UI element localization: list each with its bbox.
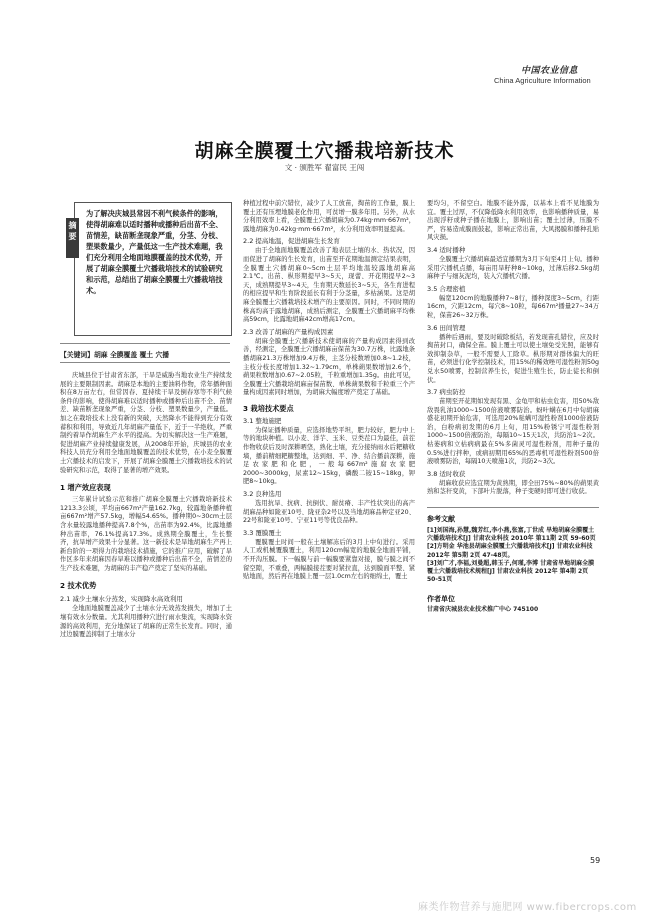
abstract-text: 为了解决庆城县常因不利气候条件的影响，使得胡麻难以适时播种或播种后出苗不全、苗情差，缺苗断垄现象严重，分茎、分枝、塑果数量少，产量低这一生产技术难题，我们充分利用全地面地膜覆盖的技术优势，开展了胡麻全膜覆土穴播栽培技术的试验研究和示范，总结出了胡麻全膜覆土穴播栽培技术。 <box>86 209 223 295</box>
section-3-8-heading: 3.8 适时收获 <box>427 469 466 478</box>
article-title: 胡麻全膜覆土穴播栽培新技术 <box>194 140 455 162</box>
column-1 <box>60 372 232 640</box>
column-3 <box>427 200 599 615</box>
section-3-4-heading: 3.4 适时播种 <box>427 245 466 254</box>
section-3-8-text: 胡麻收获应选宜期为黄熟期，即全田75%~80%的蒴果黄熟和茎秆变黄，下部叶片脱落，种子变硬时即可进行收获。 <box>427 479 599 496</box>
section-3-heading: 3 栽培技术要点 <box>243 403 294 413</box>
references-divider <box>427 507 599 508</box>
reference-item: [1]刘国海,孙慧,魏芳红,李小燕,张富,丁世成 旱地胡麻全膜覆土穴播栽培技术[J] 甘肃农业科技 2010年 第11期 2页 59-60页 <box>427 527 596 543</box>
section-3-4-text: 全膜覆土穴播胡麻最适宜播期为3月下旬至4月上旬。播种采用穴播机点播，每亩用旱籽种8~10kg，过薄后移2.5kg胡麻种子与细灰泥均，装入穴播机穴播。 <box>427 255 599 281</box>
section-3-1-heading: 3.1 整地施肥 <box>243 416 282 425</box>
column-2 <box>243 200 415 582</box>
section-1-text: 三年累计试验示范和推广胡麻全膜覆土穴播栽培新技术1213.3公顷，平均亩667m²产量162.7kg，较露地条播种植亩667m²增产57.5kg，增幅54.65%。播种期0~30cm土层含水量较露地播种提高7.8个%，出苗率为92.4%，比露地播种出苗率，76.1%提高17.3%。成熟期全膜覆土，生长整齐，抗旱增产效果十分显著。这一新技术是旱地胡麻生产再上新台阶的一项得力的栽培技术措施，它的推广应用，破解了旱作区多年来胡麻因春旱难以播种或播种后出苗不全，苗情差的生产技术难题，为胡麻的丰产稳产奠定了坚实的基础。 <box>60 496 232 572</box>
page-number: 59 <box>590 856 601 865</box>
journal-name-en: China Agriculture Information <box>494 76 591 85</box>
abstract-label-text: 摘要 <box>68 221 77 241</box>
section-3-5-text: 幅宽120cm的地膜播种7~8行，播种深度3~5cm，行距16cm，穴距12cm，每穴8~10粒，每667m²播量27~34万粒，保苗26~32万株。 <box>427 294 599 319</box>
section-3-2-text: 选用抗旱、抗病、抗倒伏、耐贫瘠、丰产性状突出的高产胡麻品种如陇亚10号、陇亚杂2号以及当地胡麻品种定亚20、22号和陇亚10号、宁亚11号等优良品种。 <box>243 500 415 525</box>
keywords-divider <box>60 343 230 344</box>
section-3-7-heading: 3.7 病虫防控 <box>427 388 466 397</box>
section-3-7-text: 苗期至开花期如发现有黑、金龟甲和枯虫危害，用50%敌敌畏乳油1000~1500倍液喷雾防治。蚜叶螨在6月中旬胡麻盛花初期开始危害，可选用20%哒螨可湿性粉剂1000倍液防治，白粉病初发期的6月上旬，用15%粉锈宁可湿性粉剂1000~1500倍液防治，每隔10~15天1次，共防治1~2次。枯萎病和立枯病病最在5%多菌灵可湿性粉剂，用种子量的0.5%进行拌种，或病初期用65%的恶毒机可湿性粉剂500倍液喷雾防治，每隔10天喷施1次，共防2~3次。 <box>427 398 599 466</box>
author-unit-title: 作者单位 <box>427 595 455 604</box>
section-3-3-heading: 3.3 覆膜覆土 <box>243 528 282 537</box>
section-2-2-text: 由于全地面地膜覆盖改善了地表层土壤的水、热状况，因而促进了胡麻的生长发育，出苗至开花期地温测定结果表明，全膜覆土穴播胡麻0~5cm土层平均地温较露地胡麻高2.1℃。出苗、枞形期提早3~5天，现蕾、开花期提早2~3天，成熟期提早3~4天，生育期天数延长3~5天，各生育进程的相应提早和生育阶段延长有利于分茎量，多枯涵果。这是胡麻全膜覆土穴播栽培技术增产的主要原因。同时，不同时期的株高均高于露地胡麻，成熟后测定，全膜覆土穴播胡麻平均株高59cm，比露地胡麻42cm增高17cm。 <box>243 247 415 324</box>
site-watermark: 麻类作物营养与施肥网 www.fibercrops.com <box>418 902 637 913</box>
references-title: 参考文献 <box>427 515 455 524</box>
section-3-3-continued: 要均匀，不留空白。地膜不能外露，以基本上看不见地膜为宜。覆土过厚，不仅降低降水利用效率，也影响播种质量，易出现浮籽或种子播在地膜上，影响出苗；覆土过薄，压膜不严，容易造成膜面鼓起，影响正常出苗，大风揭膜和播种孔贴风灾损。 <box>427 200 599 242</box>
section-2-1-text: 全地面地膜覆盖减少了土壤水分无效蒸发损失，增加了土壤有效水分数量。尤其利用播种穴进行雨水集流，实现降水资源的高效利用，充分地保证了胡麻的正常生长发育。同时，通过边膜覆盖抑制了土壤水分 <box>60 605 232 639</box>
section-1-heading: 1 增产效应表现 <box>60 483 111 493</box>
author-unit: 甘肃省庆城县农业技术推广中心 745100 <box>427 606 539 614</box>
section-3-1-text: 为保证播种质量，应选择地势平坦，肥力较好，肥力中上等的地块种植。以小麦、洋芋、玉米、豆类茬口为最佳，前茬作物收获后及时深耕晒垡，熟化土壤，充分接纳雨水后耙糖收墒，播前精细耙糖整地，达到细、平、净、结合播前深耕，施足农家肥和化肥，一般每667m²施腐农家肥2000~3000kg，尿素12~15kg，磷酸二铵15~18kg，钾肥8~10kg。 <box>243 426 415 486</box>
section-2-heading: 2 技术优势 <box>60 581 97 591</box>
section-3-5-heading: 3.5 合理密植 <box>427 284 466 293</box>
section-3-6-heading: 3.6 田间管理 <box>427 323 466 332</box>
section-2-3-heading: 2.3 改善了胡麻的产量构成因素 <box>243 327 334 336</box>
abstract-label <box>66 218 79 258</box>
keywords: 【关键词】胡麻 全膜覆盖 覆土 穴播 <box>60 351 170 359</box>
section-3-6-text: 播种后遇雨，要及时破除板结，若发现苗孔错位，应及时掏苗封口，确保全苗。膜上覆土可以使土壤免受光照，能够有效抑制杂草，一般不需要人工除草。枞形期对群体偏大的旺苗，必须进行化学控制技术，用15%的稀效唑可湿性粉剂50g兑水50喷雾，控制营养生长，促进生殖生长，防止徒长和倒伏。 <box>427 333 599 384</box>
intro-paragraph: 庆城县位于甘肃省东部，干旱是威胁当地农业生产持续发展的主要限制因素。胡麻是本地的主要油料作物，常年播种面积在8万亩左右，但常因春、夏持续干旱及倒春寒等不利气候条件的影响，使得胡麻难以适时播种或播种后出苗不全、苗情差、缺苗断垄现象严重，分茎、分枝、塑果数量少，产量低。加之在栽培技术上没有新的突破，天然降水不能得到充分有效蓄积和利用，导致近几年胡麻产量低下，近于一半绝收，严重制约着旱作胡麻生产水平的提高。为切实解决这一生产难题，促进胡麻产业持续健康发展，从2008年开始，庆城县的农业科技人员充分利用全地面地膜覆盖的技术优势，在小麦全膜覆土穴播技术的启发下，开展了胡麻全膜覆土穴播栽培技术的试验研究和示范，取得了显著的增产效果。 <box>60 372 232 474</box>
section-3-3-text: 覆膜覆土时间一般在土壤解冻后的3月上中旬进行。采用人工或机械覆膜覆土，利用120cm幅宽的地膜全地面平铺，不开沟压膜。下一幅膜与前一幅膜要紧靠对接，膜与膜之间不留空隙，不重叠，两幅膜接茬要对紧拉直，达到膜面平整、紧贴地面，然后再在地膜上覆一层1.0cm左右的细绵土，覆土 <box>243 538 415 581</box>
section-2-1-heading: 2.1 减少土壤水分蒸发，实现降水高效利用 <box>60 595 183 604</box>
keywords-divider-bottom <box>60 362 230 363</box>
article-authors: 文 · 颁胜军 翟富民 王闯 <box>284 163 365 172</box>
section-2-2-heading: 2.2 提高地温，促进胡麻生长发育 <box>243 237 340 246</box>
section-2-1-continued: 种植过程中前穴错位，减少了人工放苗，掏苗的工作量，膜上覆土还有压埋地膜老化作用，可贫增一膜多年用。另外，从水分利用效率上看，全膜覆土穴播胡麻为0.74kg·mm·667m²，露地胡麻为0.42kg·mm·667m²，水分利用效率明显提高。 <box>243 200 415 233</box>
journal-logo: 中国农业信息 <box>521 66 579 76</box>
section-2-3-text: 胡麻全膜覆土穴播新技术使胡麻的产量构成因素得到改善，经测定，全膜覆土穴播胡麻亩保苗为30.7万株，比露地条播胡麻21.3万株增加9.4万株，主茎分枝数增加0.8~1.2枝，主枝分枝长度增加1.32~1.79cm，单株蒴果数增加2.6个，蒴果粒数增加0.67~2.05粒，千粒重增加1.35g。由此可见，全膜覆土穴播栽培胡麻亩保苗数、单株蒴果数和千粒重三个产量构成因素同时增加，为胡麻大幅度增产奠定了基础。 <box>243 337 415 397</box>
reference-item: [2]方明金 华池县胡麻全膜覆土穴播栽培技术[J] 甘肃农业科技 2012年 第5期 2页 47-48页。 <box>427 543 593 559</box>
section-3-2-heading: 3.2 良种选用 <box>243 490 282 499</box>
reference-item: [3]刘广才,李福,刘曼超,韩玉子,何瑾,李博 甘肃省旱地胡麻全膜覆土穴播栽培技术规程[J] 甘肃农业科技 2012年 第4期 2页 50-51页 <box>427 559 595 584</box>
